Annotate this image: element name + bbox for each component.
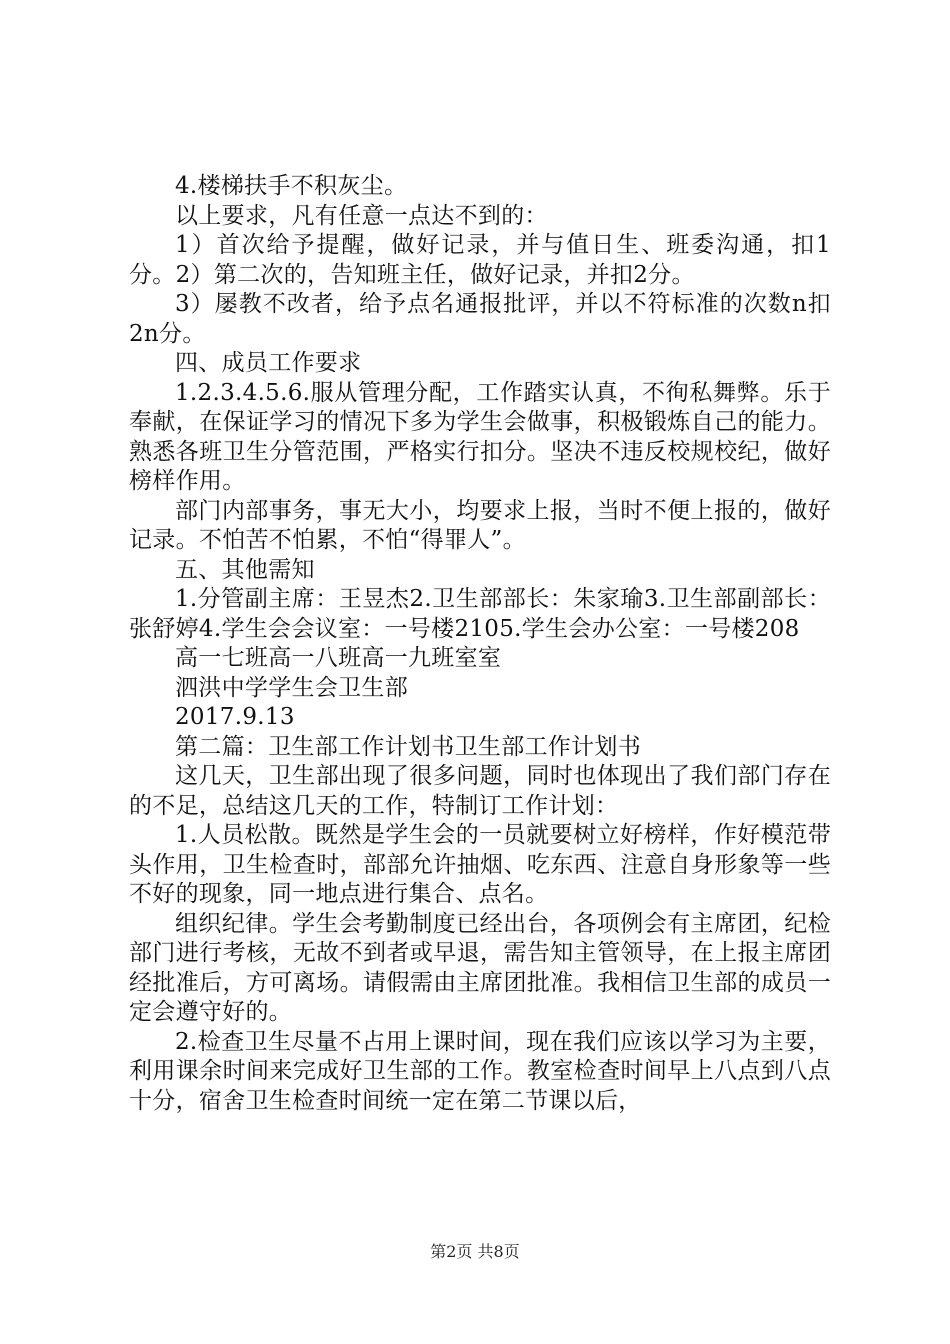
paragraph-discipline: 组织纪律。学生会考勤制度已经出台，各项例会有主席团，纪检部门进行考核，无故不到者或早退，需告知主管领导，在上报主席团经批准后，方可离场。请假需由主席团批准。我相信卫生部的成员一定会遵守好的。	[129, 910, 831, 1025]
paragraph-contacts: 1.分管副主席：王昱杰2.卫生部部长：朱家瑜3.卫生部副部长：张舒婷4.学生会会议室：一号楼2105.学生会办公室：一号楼208	[129, 586, 831, 642]
section-heading-other-notes: 五、其他需知	[175, 556, 315, 583]
paragraph-personnel: 1.人员松散。既然是学生会的一员就要树立好榜样，作好模范带头作用，卫生检查时，部部允许抽烟、吃东西、注意自身形象等一些不好的现象，同一地点进行集合、点名。	[129, 822, 831, 907]
paragraph-requirements-intro: 以上要求，凡有任意一点达不到的：	[175, 202, 548, 229]
paragraph-repeat-offense: 3）屡教不改者，给予点名通报批评，并以不符标准的次数n扣2n分。	[129, 291, 831, 347]
paragraph-plan-intro: 这几天，卫生部出现了很多问题，同时也体现出了我们部门存在的不足，总结这几天的工作，特制订工作计划：	[129, 763, 831, 819]
signature-date: 2017.9.13	[175, 704, 295, 730]
paragraph-classes: 高一七班高一八班高一九班室室	[175, 645, 502, 671]
signature-department: 泗洪中学学生会卫生部	[175, 674, 408, 701]
document-body	[129, 172, 831, 1116]
paragraph-internal-affairs: 部门内部事务，事无大小，均要求上报，当时不便上报的，做好记录。不怕苦不怕累，不怕“得罪人”。	[129, 497, 831, 553]
section-heading-part-two: 第二篇：卫生部工作计划书卫生部工作计划书	[175, 733, 641, 760]
paragraph-stair-handrail: 4.楼梯扶手不积灰尘。	[175, 173, 408, 199]
paragraph-inspection-time: 2.检查卫生尽量不占用上课时间，现在我们应该以学习为主要，利用课余时间来完成好卫生部的工作。教室检查时间早上八点到八点十分，宿舍卫生检查时间统一定在第二节课以后，	[129, 1028, 831, 1114]
section-heading-member-requirements: 四、成员工作要求	[175, 350, 362, 376]
paragraph-member-rules: 1.2.3.4.5.6.服从管理分配，工作踏实认真，不徇私舞弊。乐于奉献，在保证学习的情况下多为学生会做事，积极锻炼自己的能力。熟悉各班卫生分管范围，严格实行扣分。坚决不违反校规校纪，做好榜样作用。	[129, 379, 831, 494]
page-footer: 第2页 共8页	[430, 1242, 520, 1261]
paragraph-first-second-offense: 1）首次给予提醒，做好记录，并与值日生、班委沟通，扣1分。2）第二次的，告知班主任，做好记录，并扣2分。	[129, 232, 831, 288]
